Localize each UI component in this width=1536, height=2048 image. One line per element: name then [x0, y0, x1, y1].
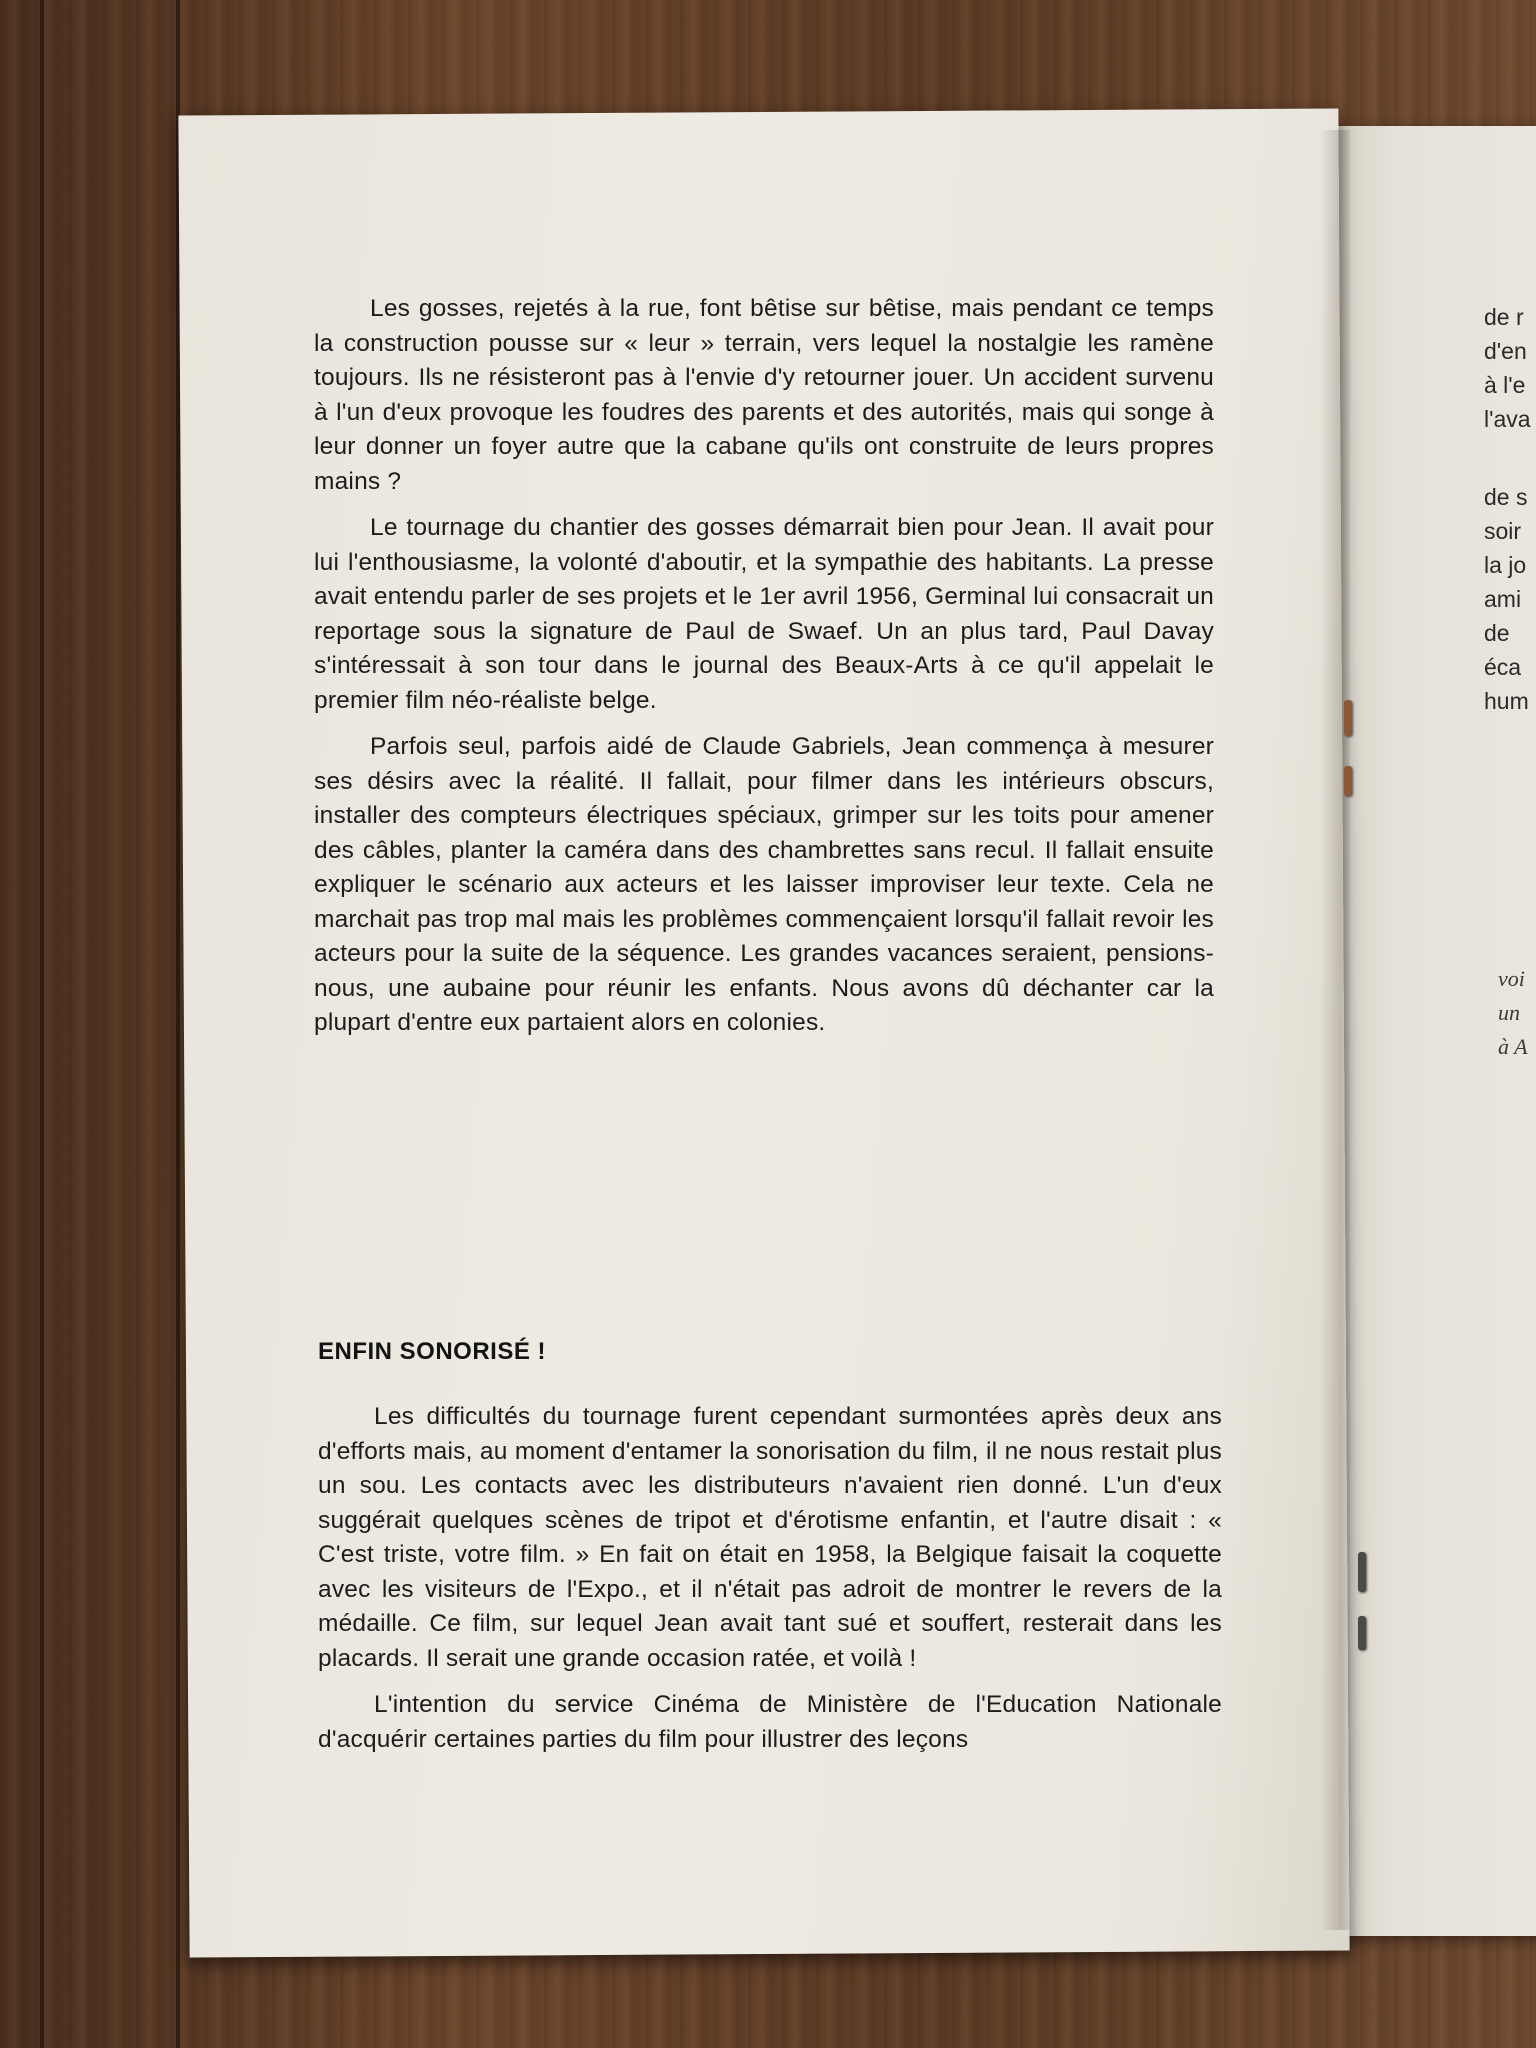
paragraph: Le tournage du chantier des gosses démarrait bien pour Jean. Il avait pour lui l'enthousiasme, la volonté d'aboutir, et la sympathie des habitants. La presse avait entendu parler de ses projets et le 1er avril 1956, Germinal lui consacrait un reportage sous la signature de Paul de Swaef. Un an plus tard, Paul Davay s'intéressait à son tour dans le journal des Beaux-Arts à ce qu'il appelait le premier film néo-réaliste belge. [314, 514, 1214, 714]
paragraph: Les gosses, rejetés à la rue, font bêtise sur bêtise, mais pendant ce temps la construction pousse sur « leur » terrain, vers lequel la nostalgie les ramène toujours. Ils ne résisteront pas à l'envie d'y retourner jouer. Un accident survenu à l'un d'eux provoque les foudres des parents et des autorités, mais qui songe à leur donner un foyer autre que la cabane qu'ils ont construite de leurs propres mains ? [314, 295, 1214, 495]
right-fragment: d'en [1484, 338, 1527, 364]
body-text-section-2 [318, 1400, 1222, 1769]
staple [1358, 1616, 1366, 1650]
right-italic-fragment: un [1498, 1000, 1520, 1025]
section-heading: ENFIN SONORISÉ ! [318, 1338, 547, 1365]
right-fragment: éca [1484, 654, 1522, 680]
paragraph: L'intention du service Cinéma de Ministère de l'Education Nationale d'acquérir certaines parties du film pour illustrer des leçons [318, 1691, 1222, 1753]
paragraph: Les difficultés du tournage furent cependant surmontées après deux ans d'efforts mais, au moment d'entamer la sonorisation du film, il ne nous restait plus un sou. Les contacts avec les distributeurs n'avaient rien donné. L'un d'eux suggérait quelques scènes de tripot et d'érotisme enfantin, et l'autre disait : « C'est triste, votre film. » En fait on était en 1958, la Belgique faisait la coquette avec les visiteurs de l'Expo., et il n'était pas adroit de montrer le revers de la médaille. Ce film, sur lequel Jean avait tant sué et souffert, resterait dans les placards. Il serait une grande occasion ratée, et voilà ! [318, 1403, 1222, 1672]
wood-seam [40, 0, 44, 2048]
right-fragment: de r [1484, 304, 1524, 330]
right-fragment: de [1484, 620, 1510, 646]
staple [1344, 700, 1352, 736]
right-page-text-block-1 [1484, 300, 1531, 436]
gutter-shadow [1320, 130, 1350, 1930]
right-fragment: hum [1484, 688, 1529, 714]
right-italic-fragment: voi [1498, 966, 1525, 991]
right-fragment: la jo [1484, 552, 1527, 578]
right-fragment: de s [1484, 484, 1528, 510]
right-italic-fragment: à A [1498, 1034, 1528, 1059]
right-page-italic-block [1498, 962, 1528, 1064]
right-fragment: l'ava [1484, 406, 1531, 432]
right-page-text-block-2 [1484, 480, 1529, 718]
right-fragment: à l'e [1484, 372, 1526, 398]
right-fragment: soir [1484, 518, 1522, 544]
body-text-section-1 [314, 292, 1214, 1053]
staple [1344, 766, 1352, 796]
paragraph: Parfois seul, parfois aidé de Claude Gabriels, Jean commença à mesurer ses désirs avec la réalité. Il fallait, pour filmer dans les intérieurs obscurs, installer des compteurs électriques spéciaux, grimper sur les toits pour amener des câbles, planter la caméra dans des chambrettes sans recul. Il fallait ensuite expliquer le scénario aux acteurs et les laisser improviser leur texte. Cela ne marchait pas trop mal mais les problèmes commençaient lorsqu'il fallait revoir les acteurs pour la suite de la séquence. Les grandes vacances seraient, pensions-nous, une aubaine pour réunir les enfants. Nous avons dû déchanter car la plupart d'entre eux partaient alors en colonies. [314, 733, 1214, 1036]
staple [1358, 1552, 1366, 1592]
right-fragment: ami [1484, 586, 1522, 612]
